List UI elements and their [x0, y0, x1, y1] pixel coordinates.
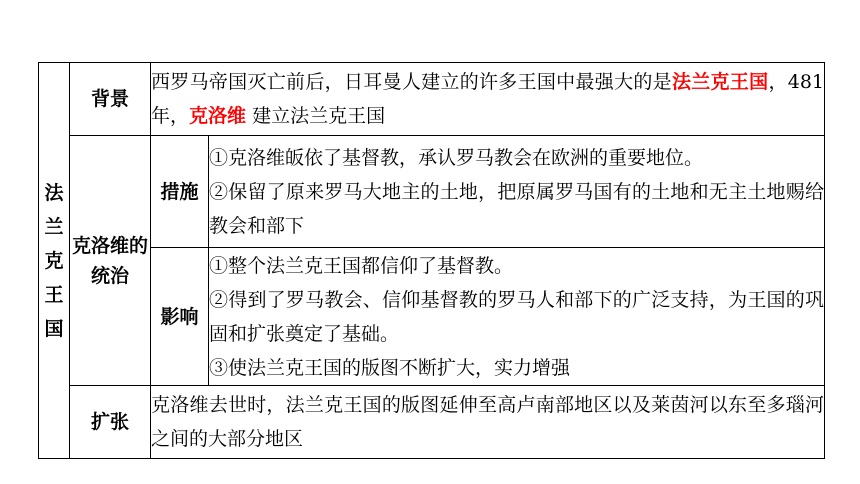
measures-label: 措施	[160, 180, 199, 203]
expansion-content	[151, 386, 825, 459]
background-text-3: 建立法兰克王国	[246, 105, 386, 127]
rule-label-cell	[70, 136, 151, 386]
frankish-kingdom-table	[38, 62, 825, 459]
background-text-1: 西罗马帝国灭亡前后，日耳曼人建立的许多王国中最强大的是	[151, 71, 672, 93]
expansion-text: 克洛维去世时，法兰克王国的版图延伸至高卢南部地区以及莱茵河以东至多瑙河之间的大部分地区	[151, 394, 825, 450]
vertical-title-cell	[39, 63, 70, 459]
measures-content	[209, 136, 825, 248]
background-label: 背景	[90, 88, 129, 110]
impact-content	[209, 248, 825, 386]
measures-label-cell	[151, 136, 209, 248]
background-text-2: ，481年，	[151, 71, 824, 127]
impact-label-cell	[151, 248, 209, 386]
vertical-title: 法兰克王国	[44, 181, 64, 340]
expansion-label: 扩张	[90, 411, 129, 433]
rule-label: 克洛维的统治	[71, 234, 148, 287]
measures-item: ②保留了原来罗马大地主的土地，把原属罗马国有的土地和无主土地赐给教会和部下	[209, 180, 825, 237]
background-highlight-frankish-kingdom: 法兰克王国	[671, 71, 769, 93]
expansion-label-cell	[70, 386, 151, 459]
background-content	[151, 63, 825, 136]
background-label-cell	[70, 63, 151, 136]
impact-item: ①整个法兰克王国都信仰了基督教。	[209, 254, 514, 277]
measures-item: ①克洛维皈依了基督教，承认罗马教会在欧洲的重要地位。	[209, 146, 704, 169]
impact-item: ③使法兰克王国的版图不断扩大，实力增强	[209, 356, 571, 379]
impact-item: ②得到了罗马教会、信仰基督教的罗马人和部下的广泛支持，为王国的巩固和扩张奠定了基础。	[209, 288, 825, 345]
background-highlight-clovis: 克洛维	[189, 105, 247, 127]
impact-label: 影响	[160, 305, 199, 328]
